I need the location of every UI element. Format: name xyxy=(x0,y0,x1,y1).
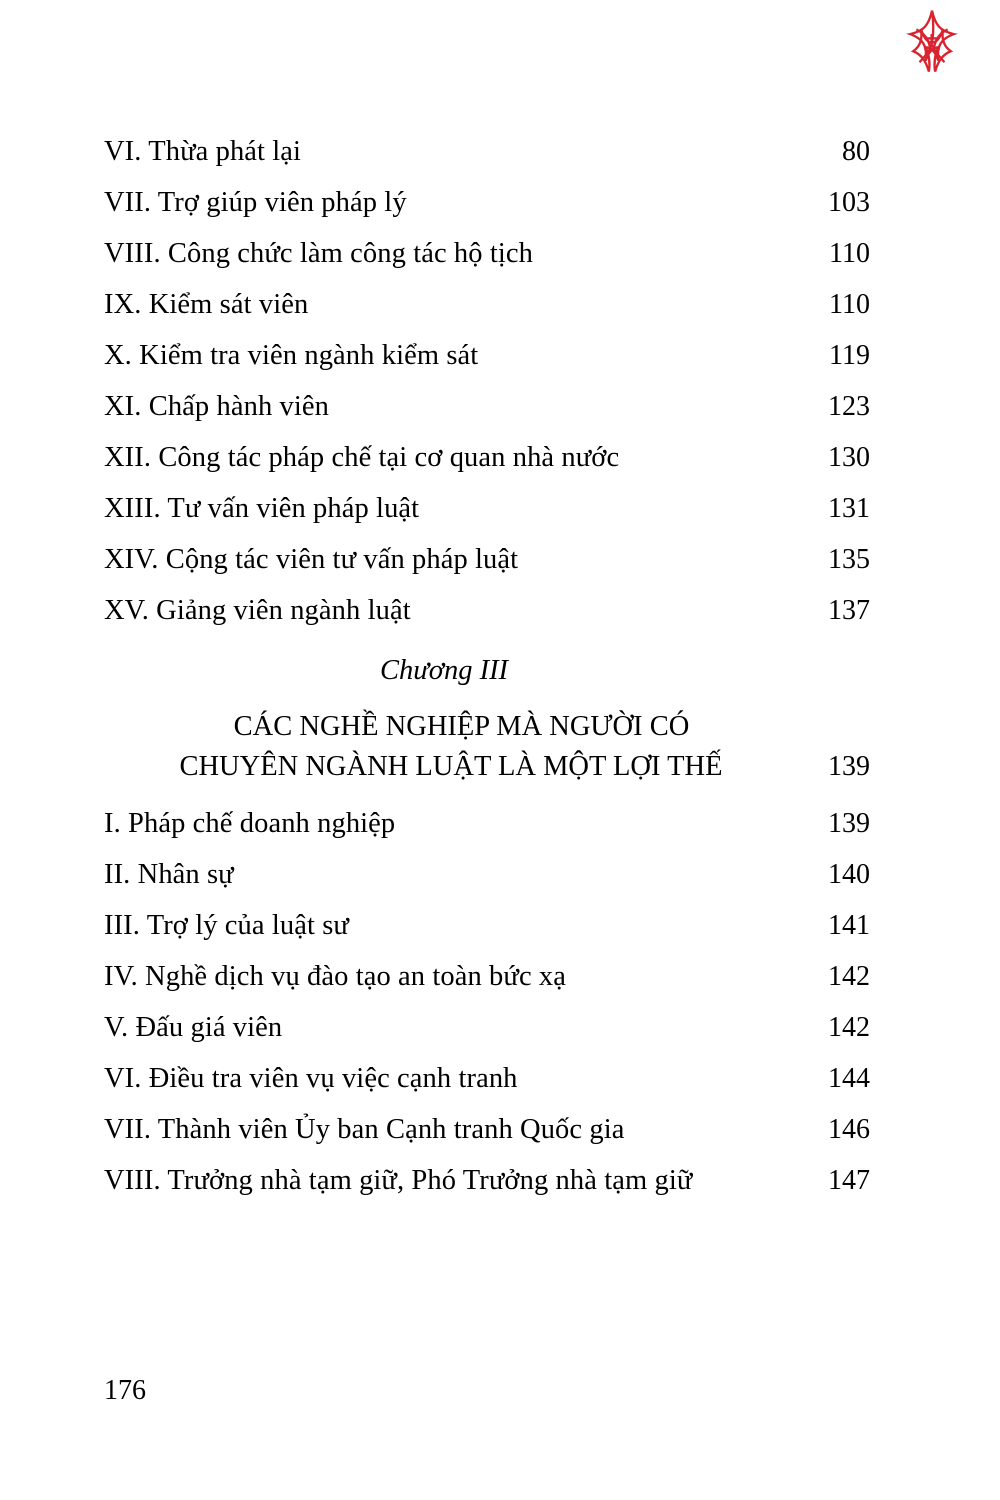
toc-entry[interactable] xyxy=(104,342,874,371)
toc-entry[interactable] xyxy=(104,1011,874,1043)
toc-section-chapter-two-entries xyxy=(104,138,874,626)
toc-entry[interactable] xyxy=(104,189,874,218)
chapter-title-row[interactable] xyxy=(104,747,874,787)
toc-entry-title: VIII. Công chức làm công tác hộ tịch xyxy=(104,238,533,269)
toc-entry[interactable] xyxy=(104,393,874,422)
chapter-heading xyxy=(104,654,874,788)
red-star-emblem-icon xyxy=(892,6,972,84)
toc-entry-page: 144 xyxy=(828,1062,870,1094)
toc-entry-title: VII. Trợ giúp viên pháp lý xyxy=(104,187,407,218)
toc-entry[interactable] xyxy=(104,858,874,890)
toc-entry[interactable] xyxy=(104,807,874,839)
chapter-title xyxy=(104,707,874,788)
toc-entry[interactable] xyxy=(104,1062,874,1094)
toc-entry[interactable] xyxy=(104,1164,874,1196)
chapter-page-number: 139 xyxy=(828,751,870,783)
toc-entry[interactable] xyxy=(104,291,874,320)
toc-entry-page: 141 xyxy=(828,909,870,941)
toc-entry-title: VI. Điều tra viên vụ việc cạnh tranh xyxy=(104,1062,518,1094)
toc-entry-title: V. Đấu giá viên xyxy=(104,1011,283,1043)
toc-entry-page: 119 xyxy=(829,340,870,371)
toc-entry-page: 110 xyxy=(829,289,870,320)
chapter-label: Chương III xyxy=(379,654,509,686)
toc-entry-page: 147 xyxy=(828,1164,870,1196)
toc-entry-page: 146 xyxy=(828,1113,870,1145)
chapter-title-line-2: CHUYÊN NGÀNH LUẬT LÀ MỘT LỢI THẾ xyxy=(179,751,723,783)
toc-entry[interactable] xyxy=(104,960,874,992)
toc-entry-title: VIII. Trưởng nhà tạm giữ, Phó Trưởng nhà tạm giữ xyxy=(104,1164,693,1196)
toc-entry-title: IV. Nghề dịch vụ đào tạo an toàn bức xạ xyxy=(104,960,567,992)
toc-entry-title: XIII. Tư vấn viên pháp luật xyxy=(104,493,420,524)
toc-entry[interactable] xyxy=(104,546,874,575)
toc-entry-page: 103 xyxy=(828,187,870,218)
toc-entry-title: III. Trợ lý của luật sư xyxy=(104,909,349,941)
toc-entry-page: 130 xyxy=(828,442,870,473)
toc-entry-title: XI. Chấp hành viên xyxy=(104,391,329,422)
toc-entry-title: IX. Kiểm sát viên xyxy=(104,289,309,320)
toc-entry[interactable] xyxy=(104,1113,874,1145)
toc-entry-page: 139 xyxy=(828,807,870,839)
toc-entry-title: I. Pháp chế doanh nghiệp xyxy=(104,807,396,839)
toc-entry[interactable] xyxy=(104,909,874,941)
toc-entry-page: 131 xyxy=(828,493,870,524)
toc-entry[interactable] xyxy=(104,444,874,473)
toc-entry-title: VII. Thành viên Ủy ban Cạnh tranh Quốc gia xyxy=(104,1113,625,1145)
toc-entry[interactable] xyxy=(104,495,874,524)
toc-entry[interactable] xyxy=(104,240,874,269)
toc-entry-title: XV. Giảng viên ngành luật xyxy=(104,595,411,626)
table-of-contents xyxy=(104,138,874,1218)
toc-entry[interactable] xyxy=(104,138,874,167)
toc-entry-title: X. Kiểm tra viên ngành kiểm sát xyxy=(104,340,479,371)
toc-entry-title: XIV. Cộng tác viên tư vấn pháp luật xyxy=(104,544,519,575)
toc-entry-page: 140 xyxy=(828,858,870,890)
toc-entry[interactable] xyxy=(104,597,874,626)
toc-section-chapter-three-entries xyxy=(104,807,874,1196)
toc-entry-page: 110 xyxy=(829,238,870,269)
toc-entry-title: XII. Công tác pháp chế tại cơ quan nhà nước xyxy=(104,442,620,473)
toc-entry-page: 80 xyxy=(842,136,870,167)
toc-entry-page: 137 xyxy=(828,595,870,626)
toc-entry-title: II. Nhân sự xyxy=(104,858,234,890)
page-folio-number: 176 xyxy=(104,1375,146,1406)
chapter-title-line-1: CÁC NGHỀ NGHIỆP MÀ NGƯỜI CÓ xyxy=(233,711,690,742)
toc-entry-page: 142 xyxy=(828,960,870,992)
toc-entry-page: 123 xyxy=(828,391,870,422)
toc-entry-page: 135 xyxy=(828,544,870,575)
toc-entry-title: VI. Thừa phát lại xyxy=(104,136,302,167)
toc-entry-page: 142 xyxy=(828,1011,870,1043)
